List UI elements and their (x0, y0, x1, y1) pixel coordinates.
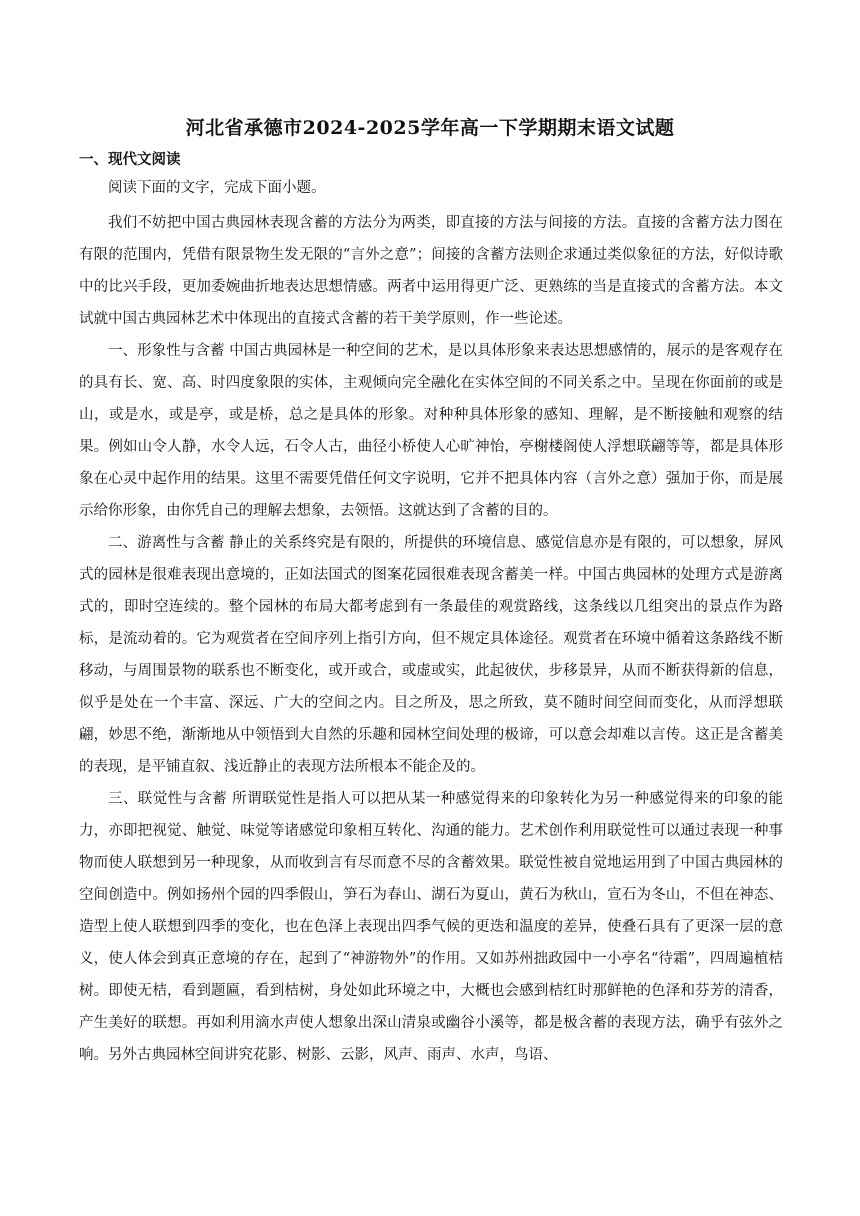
section-heading: 一、现代文阅读 (79, 152, 181, 168)
paragraph-imagery: 一、形象性与含蓄 中国古典园林是一种空间的艺术，是以具体形象来表达思想感情的，展示的是客观存在的具有长、宽、高、时四度象限的实体，主观倾向完全融化在实体空间的不同关系之中。呈现在你面前的或是山，或是水，或是亭，或是桥，总之是具体的形象。对种种具体形象的感知、理解，是不断接触和观察的结果。例如山令人静，水令人远，石令人古，曲径小桥使人心旷神怡，亭榭楼阁使人浮想联翩等等，都是具体形象在心灵中起作用的结果。这里不需要凭借任何文字说明，它并不把具体内容（言外之意）强加于你，而是展示给你形象，由你凭自己的理解去想象，去领悟。这就达到了含蓄的目的。 (79, 343, 783, 519)
document-title: 河北省承德市2024-2025学年高一下学期期末语文试题 (185, 117, 675, 139)
paragraph-mobility: 二、游离性与含蓄 静止的关系终究是有限的，所提供的环境信息、感觉信息亦是有限的，可以想象，屏风式的园林是很难表现出意境的，正如法国式的图案花园很难表现含蓄美一样。中国古典园林的处理方式是游离式的，即时空连续的。整个园林的布局大都考虑到有一条最佳的观赏路线，这条线以几组突出的景点作为路标，是流动着的。它为观赏者在空间序列上指引方向，但不规定具体途径。观赏者在环境中循着这条路线不断移动，与周围景物的联系也不断变化，或开或合，或虚或实，此起彼伏，步移景异，从而不断获得新的信息，似乎是处在一个丰富、深远、广大的空间之内。目之所及，思之所致，莫不随时间空间而变化，从而浮想联翩，妙思不绝，渐渐地从中领悟到大自然的乐趣和园林空间处理的极谛，可以意会却难以言传。这正是含蓄美的表现，是平铺直叙、浅近静止的表现方法所根本不能企及的。 (79, 535, 783, 775)
passage-body (79, 176, 783, 1071)
paragraph-synesthesia: 三、联觉性与含蓄 所谓联觉性是指人可以把从某一种感觉得来的印象转化为另一种感觉得来的印象的能力，亦即把视觉、触觉、味觉等诸感觉印象相互转化、沟通的能力。艺术创作利用联觉性可以通过表现一种事物而使人联想到另一种现象，从而收到言有尽而意不尽的含蓄效果。联觉性被自觉地运用到了中国古典园林的空间创造中。例如扬州个园的四季假山，笋石为春山、湖石为夏山，黄石为秋山，宣石为冬山，不但在神态、造型上使人联想到四季的变化，也在色泽上表现出四季气候的更迭和温度的差异，使叠石具有了更深一层的意义，使人体会到真正意境的存在，起到了“神游物外”的作用。又如苏州拙政园中一小亭名“待霜”，四周遍植桔树。即使无桔，看到题匾，看到桔树，身处如此环境之中，大概也会感到桔红时那鲜艳的色泽和芬芳的清香，产生美好的联想。再如利用滴水声使人想象出深山清泉或幽谷小溪等，都是极含蓄的表现方法，确乎有弦外之响。另外古典园林空间讲究花影、树影、云影，风声、雨声、水声，鸟语、 (79, 791, 783, 1063)
reading-instruction: 阅读下面的文字，完成下面小题。 (108, 180, 326, 196)
paragraph-intro: 我们不妨把中国古典园林表现含蓄的方法分为两类，即直接的方法与间接的方法。直接的含蓄方法力图在有限的范围内，凭借有限景物生发无限的“言外之意”；间接的含蓄方法则企求通过类似象征的方法，好似诗歌中的比兴手段，更加委婉曲折地表达思想情感。两者中运用得更广泛、更熟练的当是直接式的含蓄方法。本文试就中国古典园林艺术中体现出的直接式含蓄的若干美学原则，作一些论述。 (79, 215, 783, 327)
